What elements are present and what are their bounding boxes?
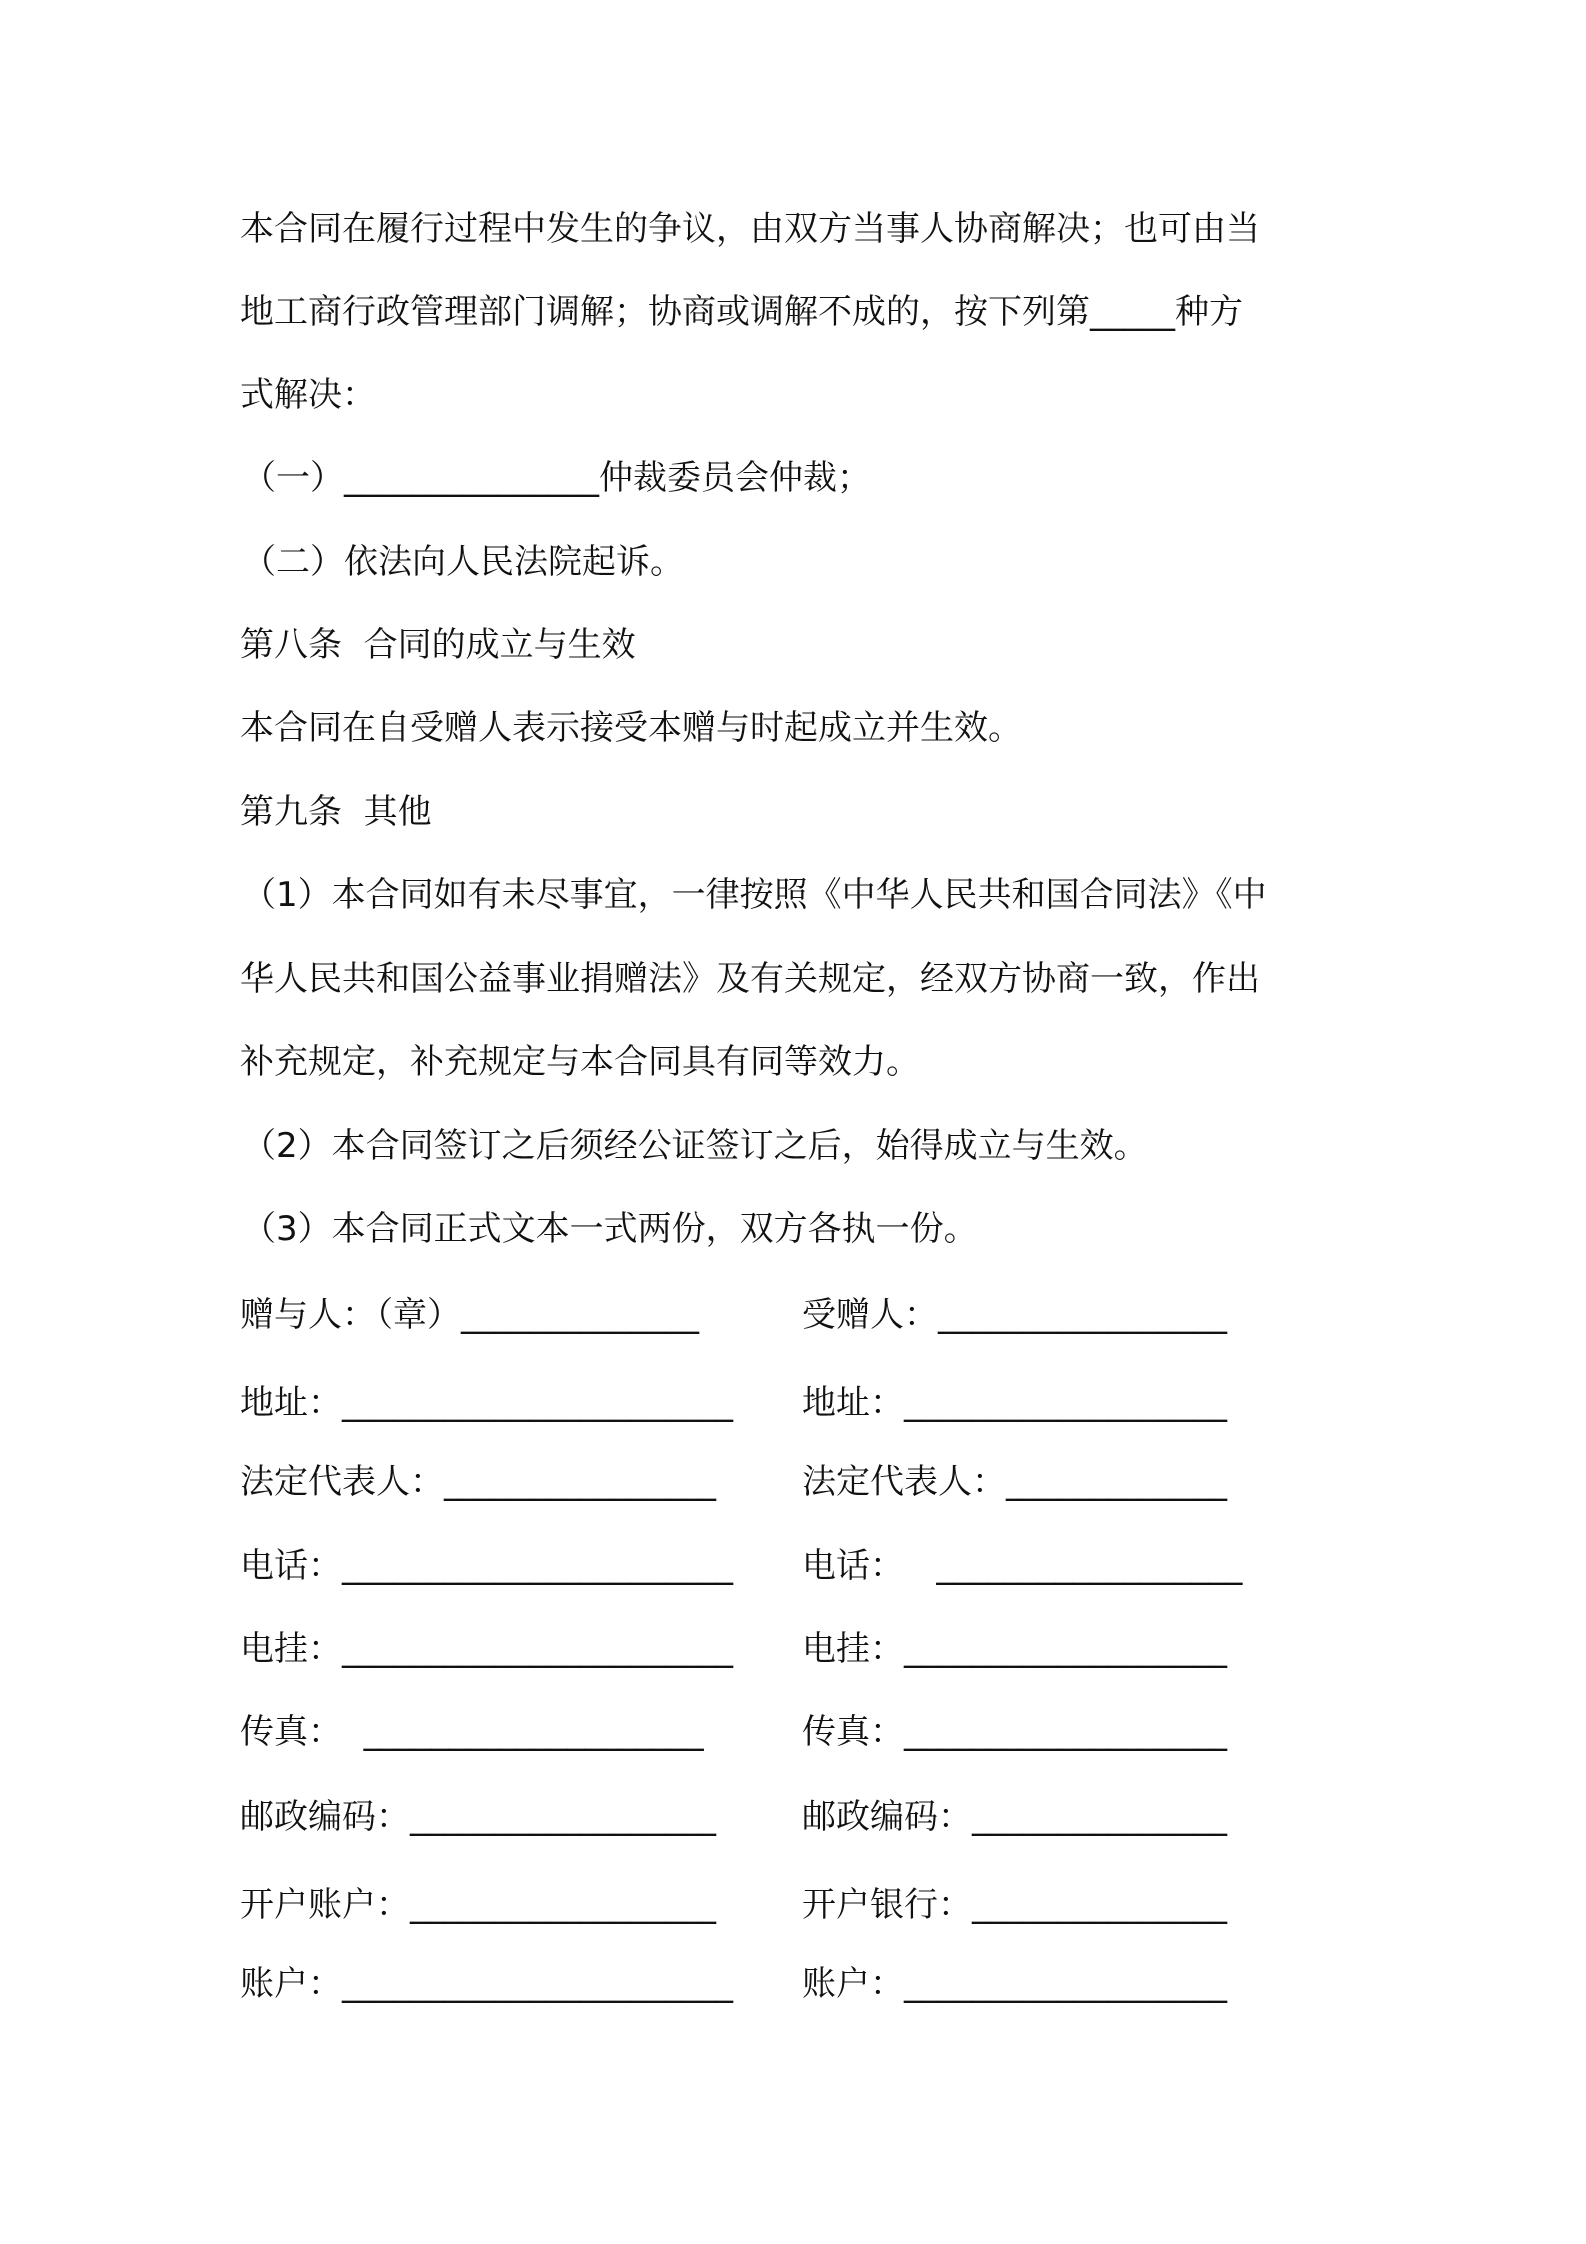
clause-1-line-1: （1）本合同如有未尽事宜，一律按照《中华人民共和国合同法》《中 xyxy=(242,875,1267,915)
donor-phone-field: 电话：_______________________ xyxy=(240,1546,733,1586)
dispute-paragraph-line-3: 式解决： xyxy=(240,375,376,415)
donee-field: 受赠人：_________________ xyxy=(802,1295,1227,1335)
donor-postcode-field: 邮政编码：__________________ xyxy=(240,1797,716,1837)
clause-1-line-3: 补充规定，补充规定与本合同具有同等效力。 xyxy=(240,1042,920,1082)
dispute-option-arbitration: （一）_______________仲裁委员会仲裁； xyxy=(242,458,871,498)
donee-address-field: 地址：___________________ xyxy=(802,1383,1227,1423)
dispute-option-litigation: （二）依法向人民法院起诉。 xyxy=(242,542,684,582)
donee-legal-rep-field: 法定代表人：_____________ xyxy=(802,1462,1227,1502)
donor-account-field: 账户：_______________________ xyxy=(240,1964,733,2004)
donor-legal-rep-field: 法定代表人：________________ xyxy=(240,1462,716,1502)
donor-cable-field: 电挂：_______________________ xyxy=(240,1629,733,1669)
donor-account-opening-field: 开户账户：__________________ xyxy=(240,1885,716,1925)
article-9-heading: 第九条 其他 xyxy=(240,792,432,832)
donor-seal-field: 赠与人：（章）______________ xyxy=(240,1295,699,1335)
donee-cable-field: 电挂：___________________ xyxy=(802,1629,1227,1669)
donee-account-field: 账户：___________________ xyxy=(802,1964,1227,2004)
donor-address-field: 地址：_______________________ xyxy=(240,1383,733,1423)
clause-1-line-2: 华人民共和国公益事业捐赠法》及有关规定，经双方协商一致，作出 xyxy=(240,959,1260,999)
donee-fax-field: 传真：___________________ xyxy=(802,1712,1227,1752)
article-8-body: 本合同在自受赠人表示接受本赠与时起成立并生效。 xyxy=(240,708,1022,748)
article-8-heading: 第八条 合同的成立与生效 xyxy=(240,625,636,665)
donee-phone-field: 电话： __________________ xyxy=(802,1546,1243,1586)
dispute-paragraph-line-1: 本合同在履行过程中发生的争议，由双方当事人协商解决；也可由当 xyxy=(240,209,1260,249)
clause-2: （2）本合同签订之后须经公证签订之后，始得成立与生效。 xyxy=(242,1126,1148,1166)
dispute-paragraph-line-2: 地工商行政管理部门调解；协商或调解不成的，按下列第_____种方 xyxy=(240,292,1243,332)
donee-bank-field: 开户银行：_______________ xyxy=(802,1885,1227,1925)
clause-3: （3）本合同正式文本一式两份，双方各执一份。 xyxy=(242,1209,978,1249)
donee-postcode-field: 邮政编码：_______________ xyxy=(802,1797,1227,1837)
donor-fax-field: 传真： ____________________ xyxy=(240,1712,704,1752)
